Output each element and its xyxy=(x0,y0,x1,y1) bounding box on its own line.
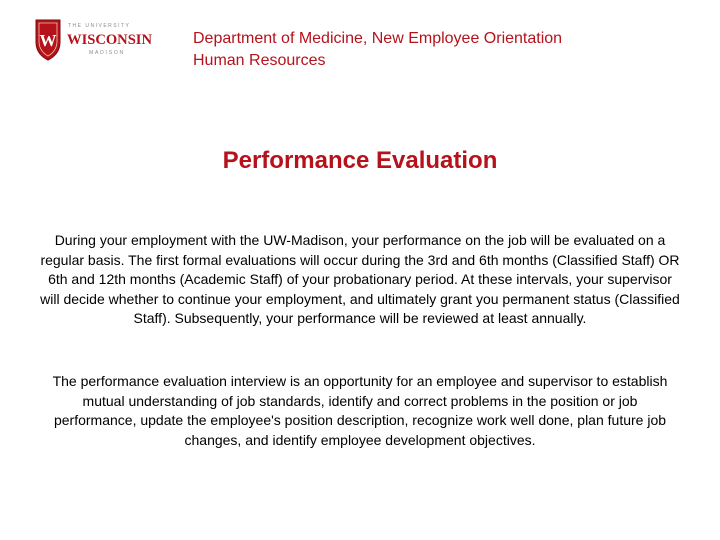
header-department: Department of Medicine, New Employee Orientation xyxy=(193,30,563,47)
uw-madison-logo xyxy=(34,16,154,62)
paragraph-evaluation-schedule: During your employment with the UW-Madison, your performance on the job will be evaluated on a regular basis. The first formal evaluations will occur during the 3rd and 6th months (Classified Staff) OR 6th and 12th months (Academic Staff) of your probationary period. At these intervals, your supervisor will decide whether to continue your employment, and ultimately grant you permanent status (Classified Staff). Subsequently, your performance will be reviewed at least annually. xyxy=(40,232,680,326)
uw-crest-icon xyxy=(34,16,154,62)
header xyxy=(193,28,562,72)
svg-text:THE UNIVERSITY: THE UNIVERSITY xyxy=(68,23,131,29)
svg-text:MADISON: MADISON xyxy=(89,50,125,56)
header-unit: Human Resources xyxy=(193,52,326,69)
svg-text:WISCONSIN: WISCONSIN xyxy=(67,32,153,48)
svg-text:W: W xyxy=(39,31,57,50)
page-title: Performance Evaluation xyxy=(222,147,498,174)
paragraph-evaluation-interview: The performance evaluation interview is an opportunity for an employee and supervisor to establish mutual understanding of job standards, identify and correct problems in the position or job performance, update the employee's position description, recognize work well done, plan future job changes, and identify employee development objectives. xyxy=(52,373,668,448)
